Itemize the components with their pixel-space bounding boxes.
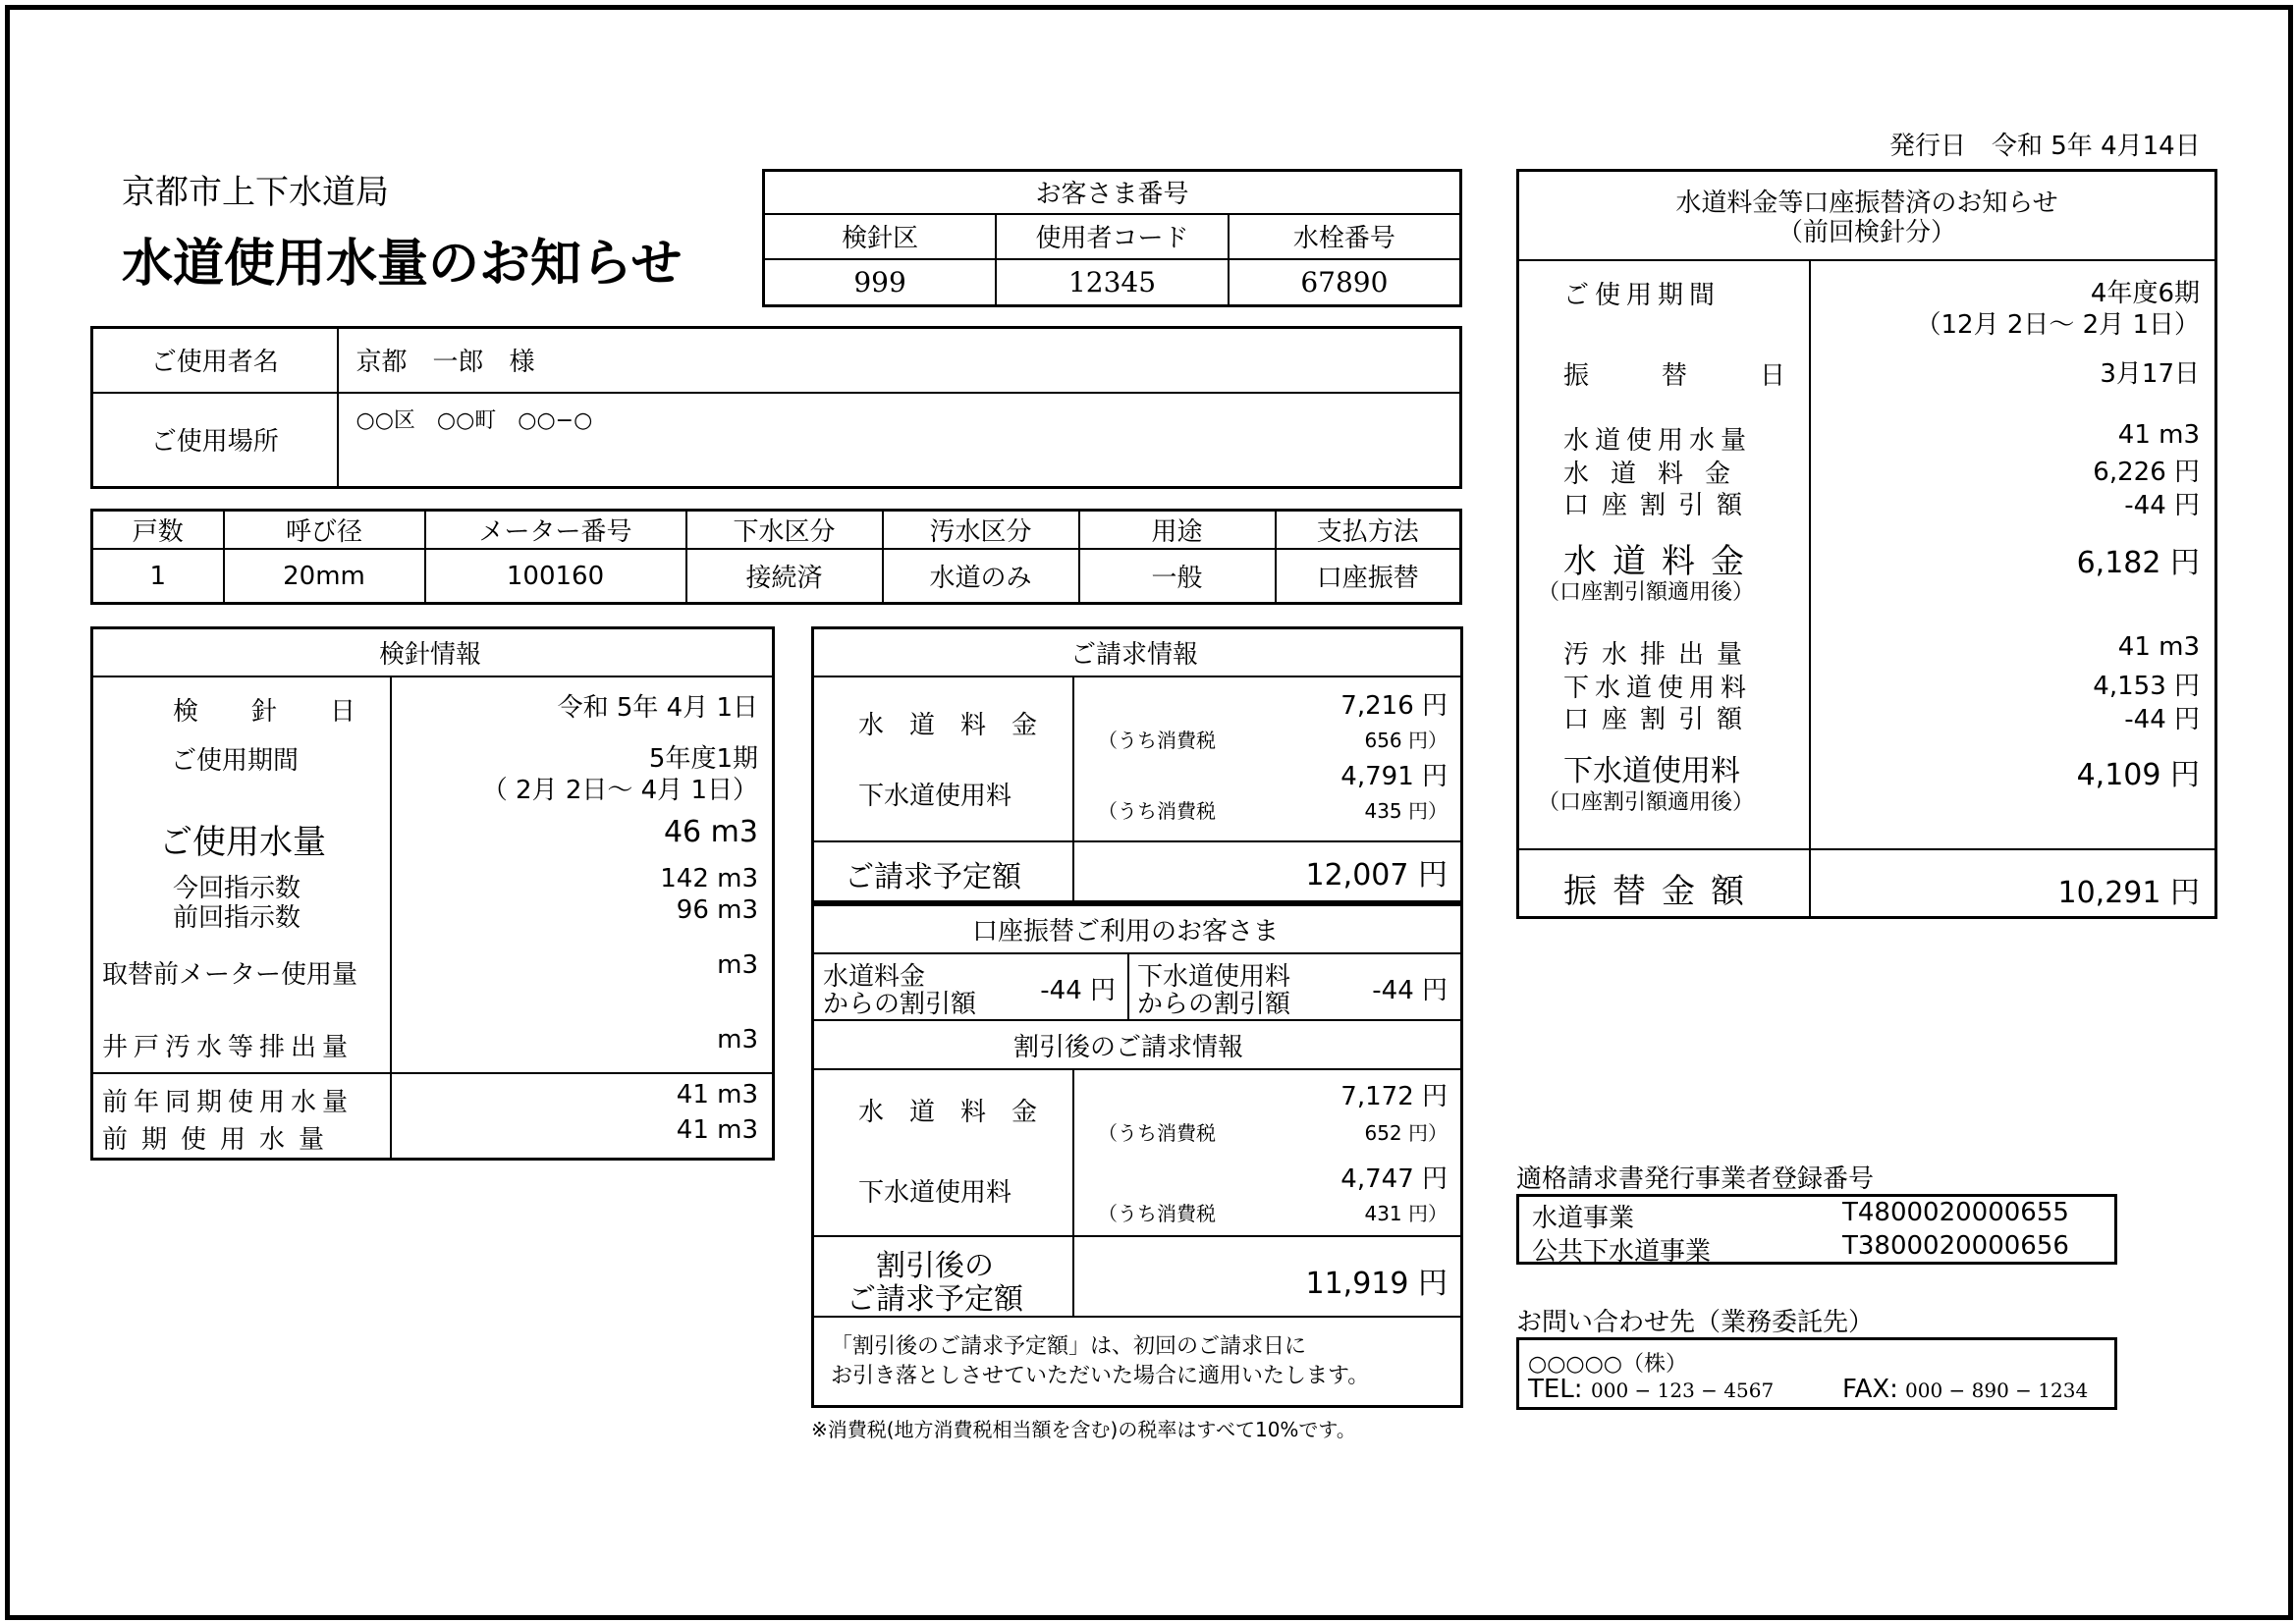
sewer-class-value: 接続済	[686, 549, 883, 604]
w-total-label: 水道料金	[1563, 542, 1760, 581]
after-water-tax-value: 652 円）	[1364, 1121, 1448, 1145]
header-households: 戸数	[92, 511, 224, 550]
transfer-amount-label: 振替金額	[1563, 872, 1760, 911]
issue-date: 発行日 令和 5年 4月14日	[1889, 132, 2201, 161]
diameter-value: 20mm	[224, 549, 425, 604]
user-name: 京都 一郎 様	[338, 328, 1461, 393]
billing-total-label: ご請求予定額	[845, 860, 1021, 894]
last-period-value: 41 m3	[676, 1115, 758, 1145]
well-label: 井戸汚水等排出量	[102, 1033, 355, 1062]
after-water-label: 水 道 料 金	[858, 1098, 1038, 1127]
after-water-tax-label: （うち消費税	[1098, 1121, 1216, 1145]
previous-reading-label: 前回指示数	[173, 903, 301, 933]
billing-caption: ご請求情報	[1070, 640, 1199, 670]
registration-label-sewer: 公共下水道事業	[1532, 1237, 1712, 1267]
transfer-subcaption: （前回検針分）	[1777, 218, 1956, 247]
w-total-sub: （口座割引額適用後）	[1538, 580, 1755, 605]
last-year-label: 前年同期使用水量	[102, 1088, 355, 1117]
transfer-caption: 水道料金等口座振替済のお知らせ	[1675, 189, 2058, 218]
transfer-date-label: 振 替 日	[1563, 361, 1810, 391]
last-year-value: 41 m3	[676, 1080, 758, 1109]
wastewater-class-value: 水道のみ	[883, 549, 1079, 604]
reading-date-label: 検 針 日	[173, 697, 370, 727]
transfer-period-label: ご使用期間	[1563, 281, 1722, 310]
billing-sewer-tax-label: （うち消費税	[1098, 799, 1216, 823]
header-wastewater-class: 汚水区分	[883, 511, 1079, 550]
billing-water-label: 水 道 料 金	[858, 711, 1038, 740]
after-discount-caption: 割引後のご請求情報	[1013, 1033, 1244, 1062]
w-usage-value: 41 m3	[2117, 420, 2200, 450]
well-value: m3	[717, 1025, 758, 1055]
households-value: 1	[92, 549, 224, 604]
s-total-label: 下水道使用料	[1563, 754, 1740, 788]
period-range: （ 2月 2日〜 4月 1日）	[481, 776, 758, 805]
billing-water-value: 7,216 円	[1340, 691, 1448, 721]
header-payment-method: 支払方法	[1276, 511, 1461, 550]
user-name-label: ご使用者名	[92, 328, 338, 393]
reading-caption: 検針情報	[379, 640, 482, 670]
tax-note: ※消費税(地方消費税相当額を含む)の税率はすべて10%です。	[811, 1418, 1356, 1441]
contact-tel: 000 − 123 − 4567	[1591, 1379, 1775, 1402]
after-sewer-tax-value: 431 円）	[1364, 1202, 1448, 1225]
w-disc-value: -44 円	[2124, 491, 2200, 520]
tap-number-value: 67890	[1229, 259, 1461, 306]
transfer-amount-value: 10,291 円	[2057, 876, 2200, 910]
discount-caption: 口座振替ご利用のお客さま	[972, 917, 1280, 947]
registration-value-water: T4800020000655	[1842, 1198, 2069, 1227]
s-usage-label: 汚水排出量	[1563, 640, 1756, 670]
billing-total-value: 12,007 円	[1305, 858, 1448, 893]
page-title: 水道使用水量のお知らせ	[122, 235, 683, 294]
billing-water-tax-value: 656 円）	[1364, 729, 1448, 752]
s-fee-label: 下水道使用料	[1563, 674, 1753, 703]
period-label: ご使用期間	[171, 746, 300, 776]
contact-caption: お問い合わせ先（業務委託先）	[1516, 1308, 1875, 1337]
contact-company: ○○○○○（株）	[1528, 1352, 1687, 1377]
meter-number-value: 100160	[425, 549, 686, 604]
w-fee-value: 6,226 円	[2093, 458, 2200, 487]
customer-number-caption: お客さま番号	[764, 171, 1461, 214]
after-sewer-label: 下水道使用料	[858, 1178, 1012, 1208]
discount-note-line2: お引き落としさせていただいた場合に適用いたします。	[831, 1364, 1370, 1388]
after-water-value: 7,172 円	[1340, 1082, 1448, 1111]
user-place-label: ご使用場所	[92, 393, 338, 488]
after-sewer-value: 4,747 円	[1340, 1164, 1448, 1194]
header-usage-type: 用途	[1079, 511, 1276, 550]
discount-sewer-value: -44 円	[1372, 976, 1448, 1005]
header-sewer-class: 下水区分	[686, 511, 883, 550]
payment-method-value: 口座振替	[1276, 549, 1461, 604]
user-info-table	[90, 326, 1462, 489]
s-total-sub: （口座割引額適用後）	[1538, 790, 1755, 815]
meter-table	[90, 509, 1462, 605]
w-disc-label: 口座割引額	[1563, 491, 1756, 520]
usage-type-value: 一般	[1079, 549, 1276, 604]
replace-meter-label: 取替前メーター使用量	[102, 960, 358, 990]
discount-sewer-label1: 下水道使用料	[1137, 962, 1291, 992]
customer-number-table	[762, 169, 1462, 307]
header-meter-area: 検針区	[764, 214, 997, 259]
billing-sewer-tax-value: 435 円）	[1364, 799, 1448, 823]
usage-value: 46 m3	[663, 815, 758, 849]
replace-meter-value: m3	[717, 950, 758, 980]
billing-water-tax-label: （うち消費税	[1098, 729, 1216, 752]
s-usage-value: 41 m3	[2117, 632, 2200, 662]
after-total-label1: 割引後の	[876, 1249, 994, 1283]
s-disc-value: -44 円	[2124, 705, 2200, 734]
s-disc-label: 口座割引額	[1563, 705, 1756, 734]
discount-water-label1: 水道料金	[823, 962, 926, 992]
w-total-value: 6,182 円	[2076, 546, 2200, 580]
period-value: 5年度1期	[648, 744, 758, 774]
registration-caption: 適格請求書発行事業者登録番号	[1516, 1164, 1875, 1194]
contact-fax-label: FAX:	[1842, 1375, 1898, 1404]
discount-sewer-label2: からの割引額	[1137, 990, 1291, 1019]
previous-reading-value: 96 m3	[676, 895, 758, 925]
billing-sewer-value: 4,791 円	[1340, 762, 1448, 791]
user-code-value: 12345	[996, 259, 1229, 306]
discount-water-value: -44 円	[1040, 976, 1116, 1005]
s-fee-value: 4,153 円	[2093, 672, 2200, 701]
user-place: ○○区 ○○町 ○○−○	[338, 393, 1461, 488]
w-fee-label: 水道料金	[1563, 460, 1753, 489]
transfer-date-value: 3月17日	[2100, 359, 2200, 389]
after-sewer-tax-label: （うち消費税	[1098, 1202, 1216, 1225]
discount-water-label2: からの割引額	[823, 990, 977, 1019]
transfer-period-range: （12月 2日〜 2月 1日）	[1915, 310, 2200, 340]
header-meter-number: メーター番号	[425, 511, 686, 550]
contact-fax: 000 − 890 − 1234	[1905, 1379, 2089, 1402]
current-reading-value: 142 m3	[660, 864, 758, 893]
contact-tel-label: TEL:	[1528, 1375, 1583, 1404]
header-user-code: 使用者コード	[996, 214, 1229, 259]
registration-label-water: 水道事業	[1532, 1204, 1635, 1233]
reading-date-value: 令和 5年 4月 1日	[557, 693, 758, 723]
current-reading-label: 今回指示数	[173, 874, 301, 903]
last-period-label: 前期使用水量	[102, 1125, 339, 1155]
billing-sewer-label: 下水道使用料	[858, 782, 1012, 811]
w-usage-label: 水道使用水量	[1563, 426, 1753, 456]
header-diameter: 呼び径	[224, 511, 425, 550]
after-total-value: 11,919 円	[1305, 1267, 1448, 1301]
meter-area-value: 999	[764, 259, 997, 306]
header-tap-number: 水栓番号	[1229, 214, 1461, 259]
after-total-label2: ご請求予定額	[847, 1282, 1023, 1317]
usage-label: ご使用水量	[159, 823, 326, 862]
discount-note-line1: 「割引後のご請求予定額」は、初回のご請求日に	[831, 1334, 1307, 1359]
issuer: 京都市上下水道局	[122, 173, 389, 212]
s-total-value: 4,109 円	[2076, 758, 2200, 792]
registration-value-sewer: T3800020000656	[1842, 1231, 2069, 1261]
transfer-period-value: 4年度6期	[2090, 279, 2200, 308]
